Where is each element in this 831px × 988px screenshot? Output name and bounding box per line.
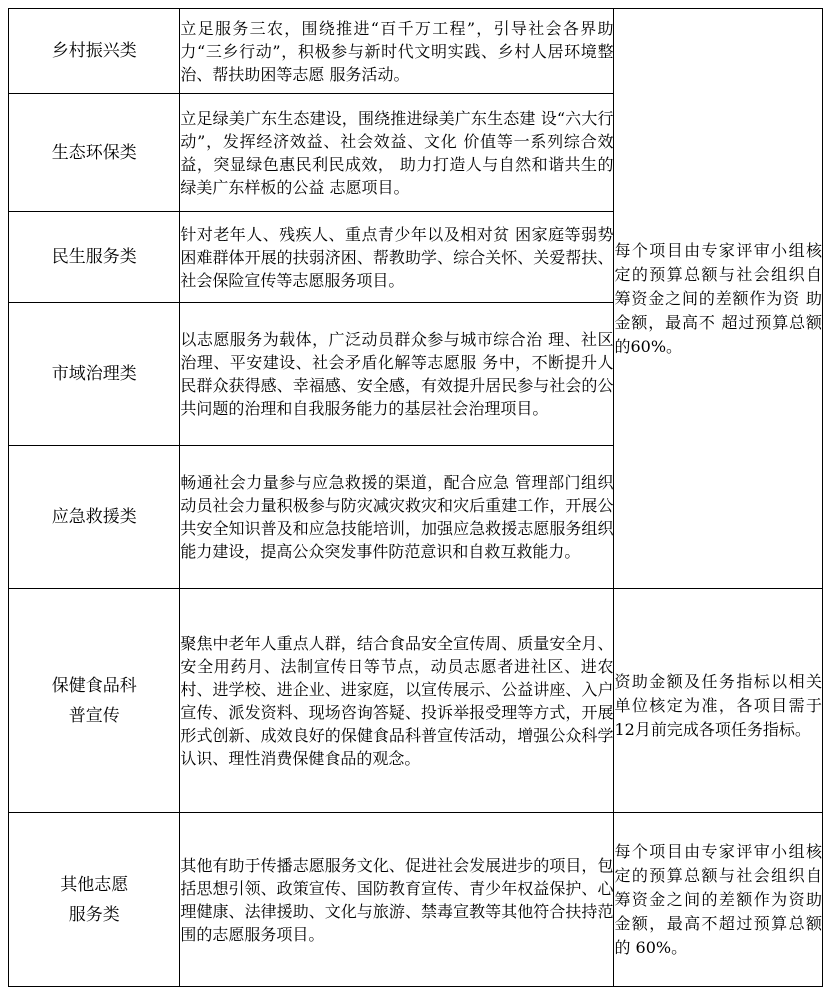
category-label: 普宣传 [68, 705, 120, 726]
category-cell [9, 9, 180, 94]
category-cell [9, 813, 180, 987]
category-label: 市域治理类 [51, 364, 137, 384]
description-cell: 立足绿美广东生态建设，围绕推进绿美广东生态建 设“六大行动”，发挥经济效益、社会效益、文化 价值等一系列综合效益，突显绿色惠民利民成效， 助力打造人与自然和谐共生的绿美广东样板的公益 志愿项目。 [180, 94, 614, 212]
funding-category-table [8, 8, 823, 987]
category-label: 民生服务类 [51, 247, 137, 267]
description-cell: 针对老年人、残疾人、重点青少年以及相对贫 困家庭等弱势困难群体开展的扶弱济困、帮教助学、综合关怀、关爱帮扶、社会保险宣传等志愿服务项目。 [180, 212, 614, 303]
category-cell [9, 303, 180, 446]
description-cell: 以志愿服务为载体，广泛动员群众参与城市综合治 理、社区治理、平安建设、社会矛盾化解等志愿服 务中，不断提升人民群众获得感、幸福感、安全感，有效提升居民参与社会的公共问题的治理和自我服务能力的基层社会治理项目。 [180, 303, 614, 446]
funding-rule-cell: 每个项目由专家评审小组核定的预算总额与社会组织自筹资金之间的差额作为资助金额，最高不超过预算总额的 60%。 [614, 813, 823, 987]
category-label: 保健食品科 [51, 675, 137, 696]
description-cell: 立足服务三农，围绕推进“百千万工程”，引导社会各界助力“三乡行动”，积极参与新时代文明实践、乡村人居环境整治、帮扶助困等志愿 服务活动。 [180, 9, 614, 94]
description-cell: 其他有助于传播志愿服务文化、促进社会发展进步的项目，包括思想引领、政策宣传、国防教育宣传、青少年权益保护、心理健康、法律援助、文化与旅游、禁毒宣教等其他符合扶持范围的志愿服务项目。 [180, 813, 614, 987]
table-row [9, 589, 823, 813]
category-label: 其他志愿 [60, 874, 129, 895]
table-row [9, 9, 823, 94]
category-label: 服务类 [68, 904, 120, 925]
funding-rule-cell: 每个项目由专家评审小组核定的预算总额与社会组织自筹资金之间的差额作为资 助金额，最高不 超过预算总额的60%。 [614, 9, 823, 589]
category-cell [9, 212, 180, 303]
category-cell [9, 589, 180, 813]
description-cell: 畅通社会力量参与应急救援的渠道，配合应急 管理部门组织动员社会力量积极参与防灾减灾救灾和灾后重建工作，开展公共安全知识普及和应急技能培训，加强应急救援志愿服务组织能力建设，提高公众突发事件防范意识和自救互救能力。 [180, 446, 614, 589]
category-label: 应急救援类 [51, 507, 137, 527]
category-label: 乡村振兴类 [51, 41, 137, 61]
table-row [9, 813, 823, 987]
category-label: 生态环保类 [51, 142, 137, 163]
category-cell [9, 446, 180, 589]
description-cell: 聚焦中老年人重点人群，结合食品安全宣传周、质量安全月、安全用药月、法制宣传日等节点，动员志愿者进社区、进农村、进学校、进企业、进家庭，以宣传展示、公益讲座、入户宣传、派发资料、现场咨询答疑、投诉举报受理等方式，开展形式创新、成效良好的保健食品科普宣传活动，增强公众科学认识、理性消费保健食品的观念。 [180, 589, 614, 813]
funding-rule-cell: 资助金额及任务指标以相关单位核定为准，各项目需于12月前完成各项任务指标。 [614, 589, 823, 813]
category-cell [9, 94, 180, 212]
